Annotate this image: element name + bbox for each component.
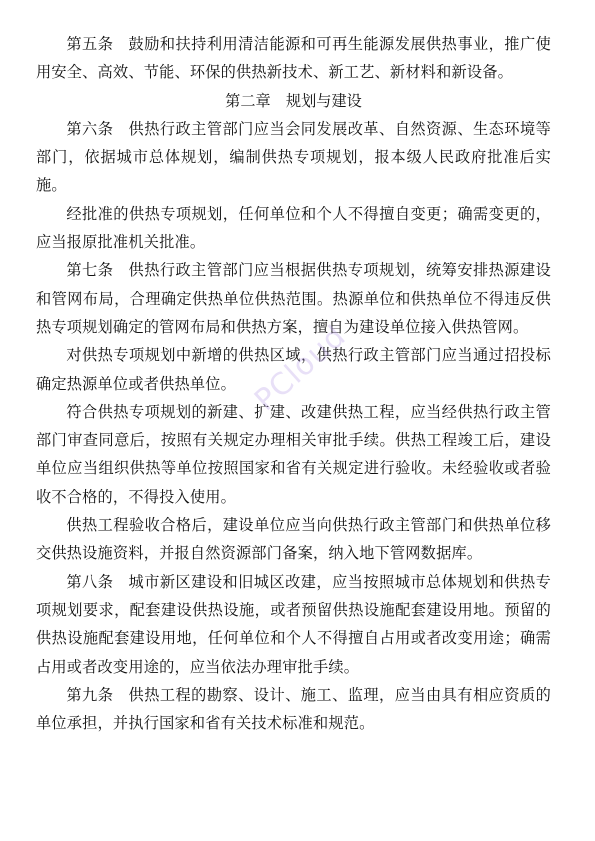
paragraph-text: 对供热专项规划中新增的供热区域，供热行政主管部门应当通过招投标确定热源单位或者供热单位。 xyxy=(36,346,551,393)
article-number: 第七条 xyxy=(66,261,114,280)
article-number: 第六条 xyxy=(66,119,114,138)
article-text: 鼓励和扶持利用清洁能源和可再生能源发展供热事业，推广使用安全、高效、节能、环保的供热新技术、新工艺、新材料和新设备。 xyxy=(36,35,551,82)
article-number: 第五条 xyxy=(66,35,114,53)
article-text: 城市新区建设和旧城区改建，应当按照城市总体规划和供热专项规划要求，配套建设供热设施，或者预留供热设施配套建设用地。预留的供热设施配套建设用地，任何单位和个人不得擅自占用或者改变用途；确需占用或者改变用途的，应当依法办理审批手续。 xyxy=(36,572,551,676)
paragraph-text: 经批准的供热专项规划，任何单位和个人不得擅自变更；确需变更的，应当报原批准机关批准。 xyxy=(36,204,551,252)
article-5 xyxy=(36,30,551,87)
body-paragraph xyxy=(36,200,551,257)
article-number: 第九条 xyxy=(66,685,114,704)
article-7 xyxy=(36,256,551,341)
article-8 xyxy=(36,568,551,681)
watermark: PCloud xyxy=(248,318,354,419)
paragraph-text: 供热工程验收合格后，建设单位应当向供热行政主管部门和供热单位移交供热设施资料，并报自然资源部门备案，纳入地下管网数据库。 xyxy=(36,516,551,563)
article-9 xyxy=(36,681,551,738)
article-text: 供热行政主管部门应当会同发展改革、自然资源、生态环境等部门，依据城市总体规划，编制供热专项规划，报本级人民政府批准后实施。 xyxy=(36,119,551,195)
article-number: 第八条 xyxy=(66,572,114,591)
article-text: 供热行政主管部门应当根据供热专项规划，统筹安排热源建设和管网布局，合理确定供热单位供热范围。热源单位和供热单位不得违反供热专项规划确定的管网布局和供热方案，擅自为建设单位接入供热管网。 xyxy=(36,261,551,336)
article-text: 供热工程的勘察、设计、施工、监理，应当由具有相应资质的单位承担，并执行国家和省有关技术标准和规范。 xyxy=(36,685,551,733)
body-paragraph xyxy=(36,511,551,568)
paragraph-text: 符合供热专项规划的新建、扩建、改建供热工程，应当经供热行政主管部门审查同意后，按照有关规定办理相关审批手续。供热工程竣工后，建设单位应当组织供热等单位按照国家和省有关规定进行验收。未经验收或者验收不合格的，不得投入使用。 xyxy=(36,402,551,506)
body-paragraph xyxy=(36,341,551,398)
chapter-number: 第二章 xyxy=(225,91,271,110)
body-paragraph xyxy=(36,398,551,511)
chapter-title: 规划与建设 xyxy=(285,91,362,110)
chapter-heading xyxy=(36,87,551,115)
article-6 xyxy=(36,115,551,200)
